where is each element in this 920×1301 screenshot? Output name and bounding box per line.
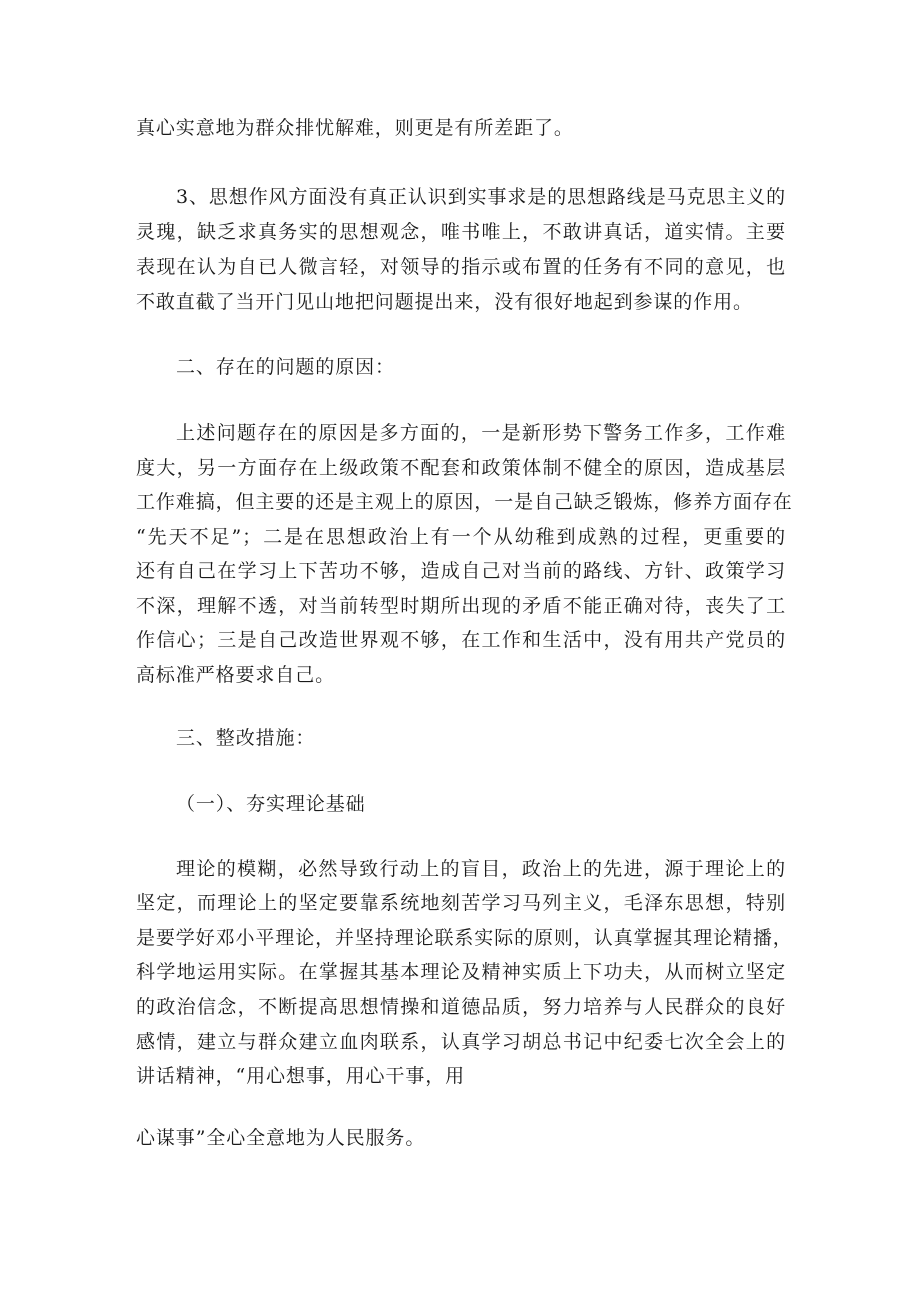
paragraph-line: 3、思想作风方面没有真正认识到实事求是的思想路线是马克思主义的 bbox=[176, 186, 786, 208]
paragraph-line: 表现在认为自已人微言轻，对领导的指示或布置的任务有不同的意见，也 bbox=[136, 256, 786, 278]
paragraph-line: 坚定，而理论上的坚定要靠系统地刻苦学习马列主义，毛泽东思想，特别 bbox=[136, 892, 786, 914]
paragraph-line: 是要学好邓小平理论，并坚持理论联系实际的原则，认真掌握其理论精播， bbox=[136, 927, 793, 949]
paragraph-line: 作信心；三是自己改造世界观不够，在工作和生活中，没有用共产党员的 bbox=[136, 629, 786, 651]
section-heading: 三、整改措施： bbox=[176, 727, 316, 749]
paragraph-line: 不深，理解不透，对当前转型时期所出现的矛盾不能正确对待，丧失了工 bbox=[136, 595, 786, 617]
section-heading: 二、存在的问题的原因： bbox=[176, 356, 395, 378]
paragraph-line: 讲话精神，“用心想事，用心干事，用 bbox=[136, 1065, 466, 1087]
paragraph-line: 高标准严格要求自己。 bbox=[136, 664, 336, 686]
paragraph-line: 上述问题存在的原因是多方面的，一是新形势下警务工作多，工作难 bbox=[176, 422, 786, 444]
paragraph-line: 还有自己在学习上下苦功不够，造成自己对当前的路线、方针、政策学习 bbox=[136, 560, 786, 582]
paragraph-line: 真心实意地为群众排忧解难，则更是有所差距了。 bbox=[136, 117, 574, 139]
paragraph-line: 科学地运用实际。在掌握其基本理论及精神实质上下功夫，从而树立坚定 bbox=[136, 961, 786, 983]
paragraph-line: 理论的模糊，必然导致行动上的盲目，政治上的先进，源于理论上的 bbox=[176, 858, 786, 880]
paragraph-line: 的政治信念，不断提高思想情操和道德品质，努力培养与人民群众的良好 bbox=[136, 996, 786, 1018]
paragraph-line: 灵瑰，缺乏求真务实的思想观念，唯书唯上，不敢讲真话，道实情。主要 bbox=[136, 221, 786, 243]
paragraph-line: “先天不足”；二是在思想政治上有一个从幼稚到成熟的过程，更重要的 bbox=[136, 526, 786, 548]
paragraph-line: 不敢直截了当开门见山地把问题提出来，没有很好地起到参谋的作用。 bbox=[136, 291, 753, 313]
paragraph-line: 心谋事”全心全意地为人民服务。 bbox=[136, 1127, 426, 1149]
paragraph-line: 工作难搞，但主要的还是主观上的原因，一是自己缺乏锻炼，修养方面存在 bbox=[136, 491, 793, 513]
subsection-heading: （一）、夯实理论基础 bbox=[176, 793, 366, 815]
paragraph-line: 感情，建立与群众建立血肉联系，认真学习胡总书记中纪委七次全会上的 bbox=[136, 1031, 786, 1053]
paragraph-line: 度大，另一方面存在上级政策不配套和政策体制不健全的原因，造成基层 bbox=[136, 457, 786, 479]
